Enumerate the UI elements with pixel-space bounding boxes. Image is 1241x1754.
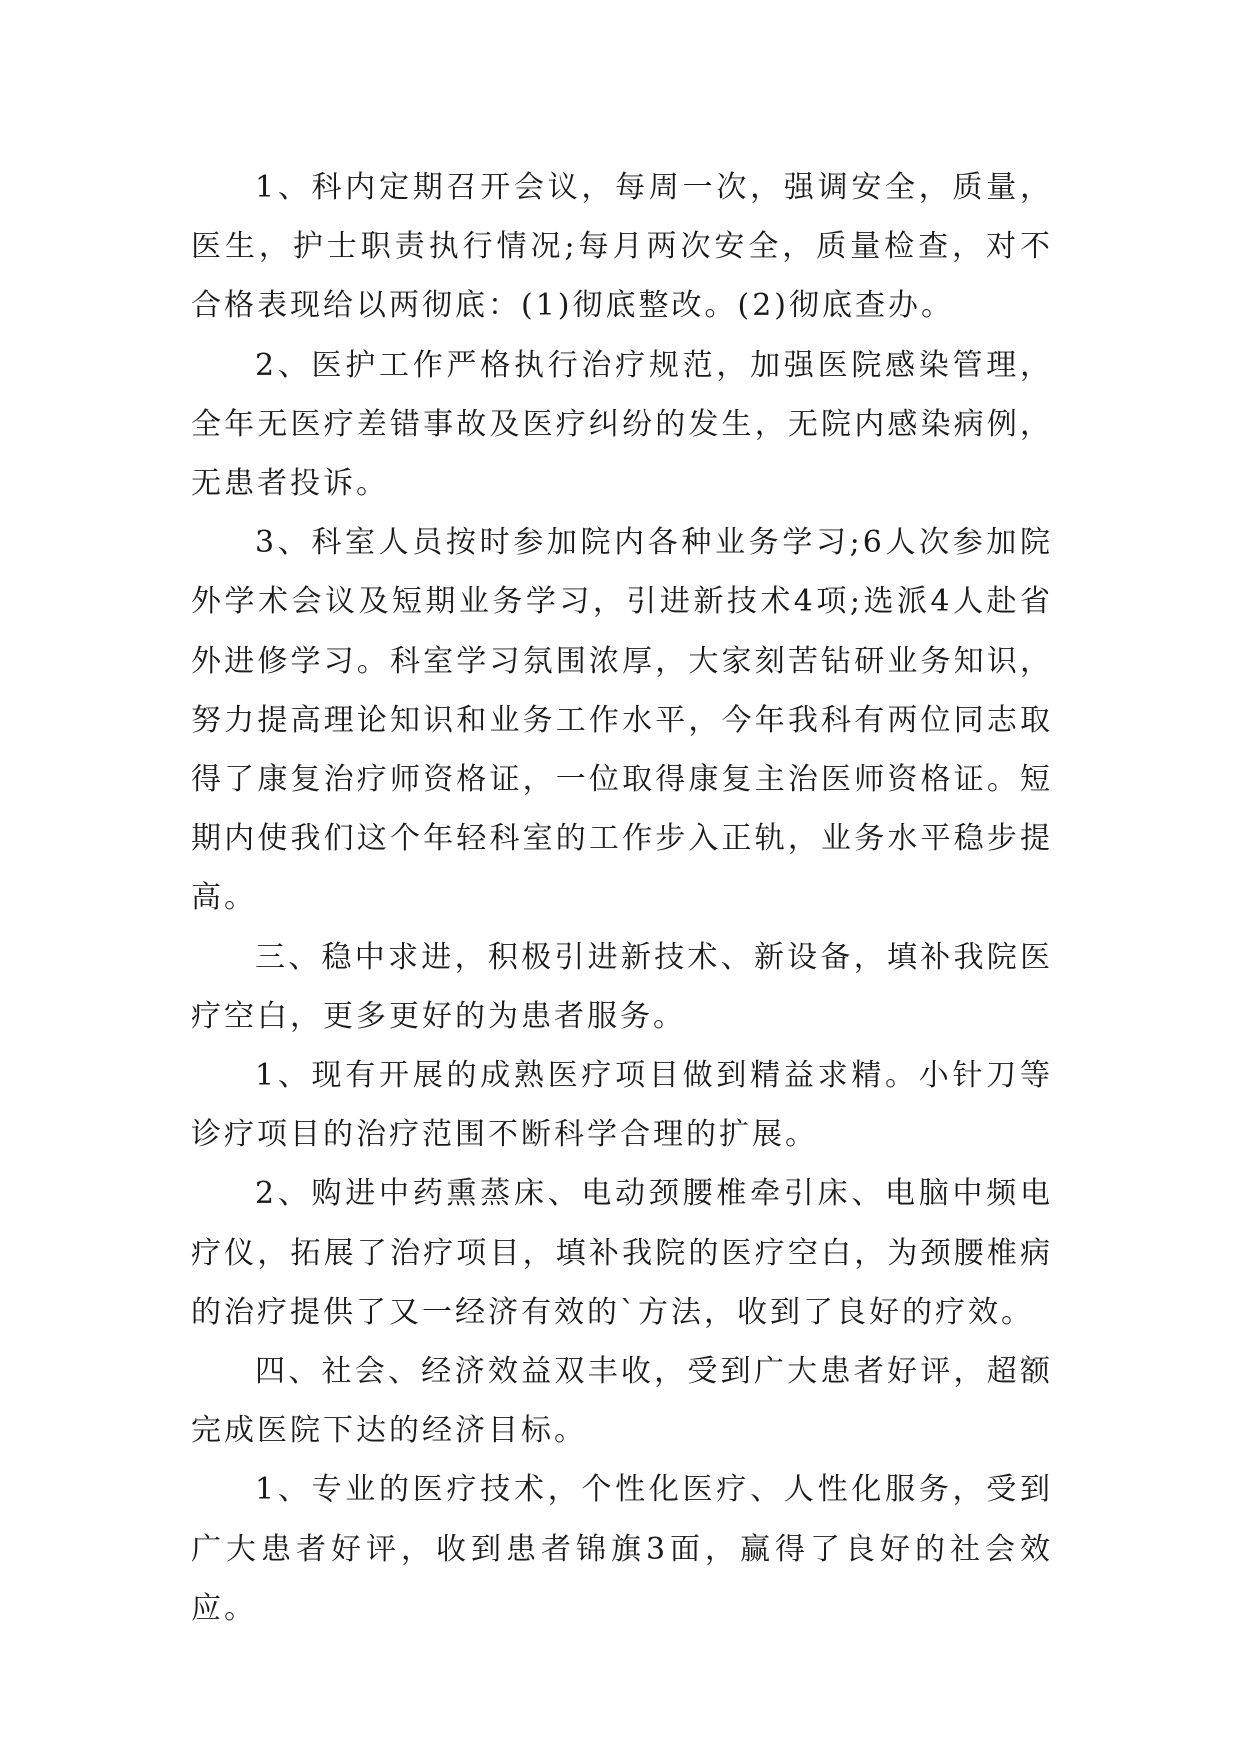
section-heading-social-economic-benefits: 四、社会、经济效益双丰收，受到广大患者好评，超额完成医院下达的经济目标。 [191, 1354, 1053, 1449]
paragraph-staff-training: 3、科室人员按时参加院内各种业务学习;6人次参加院外学术会议及短期业务学习，引进新技术4项;选派4人赴省外进修学习。科室学习氛围浓厚，大家刻苦钻研业务知识，努力提高理论知识和业务工作水平，今年我科有两位同志取得了康复治疗师资格证，一位取得康复主治医师资格证。短期内使我们这个年轻科室的工作步入正轨，业务水平稳步提高。 [191, 525, 1053, 916]
paragraph-safety-meetings: 1、科内定期召开会议，每周一次，强调安全，质量，医生，护士职责执行情况;每月两次安全，质量检查，对不合格表现给以两彻底：(1)彻底整改。(2)彻底查办。 [191, 170, 1053, 324]
document-body [191, 158, 1053, 1638]
paragraph-mature-projects: 1、现有开展的成熟医疗项目做到精益求精。小针刀等诊疗项目的治疗范围不断科学合理的扩展。 [191, 1058, 1053, 1153]
paragraph-new-equipment: 2、购进中药熏蒸床、电动颈腰椎牵引床、电脑中频电疗仪，拓展了治疗项目，填补我院的医疗空白，为颈腰椎病的治疗提供了又一经济有效的`方法，收到了良好的疗效。 [191, 1176, 1053, 1330]
section-heading-new-technology: 三、稳中求进，积极引进新技术、新设备，填补我院医疗空白，更多更好的为患者服务。 [191, 939, 1053, 1034]
paragraph-infection-control: 2、医护工作严格执行治疗规范，加强医院感染管理，全年无医疗差错事故及医疗纠纷的发生，无院内感染病例，无患者投诉。 [191, 347, 1053, 502]
paragraph-patient-praise: 1、专业的医疗技术，个性化医疗、人性化服务，受到广大患者好评，收到患者锦旗3面，赢得了良好的社会效应。 [191, 1472, 1053, 1626]
